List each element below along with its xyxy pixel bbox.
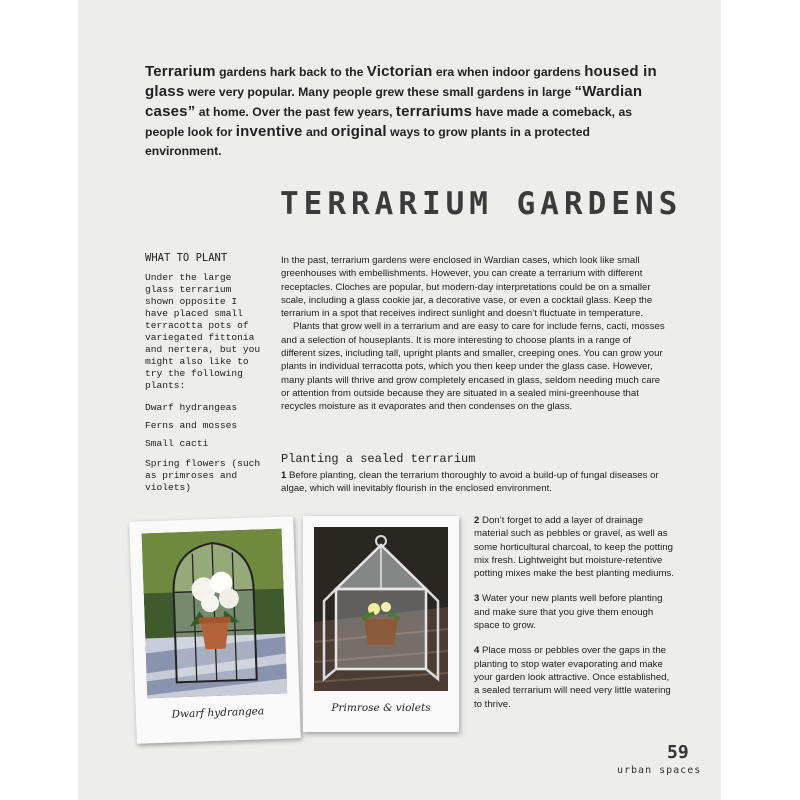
- intro-text: and: [302, 125, 332, 139]
- polaroid-photo-primrose: [303, 516, 459, 732]
- intro-text: at home. Over the past few years,: [195, 105, 396, 119]
- sidebar-item: Ferns and mosses: [145, 420, 238, 431]
- intro-word: Terrarium: [145, 63, 216, 80]
- photo-caption: Primrose & violets: [331, 702, 431, 714]
- intro-word: housed in glass: [145, 63, 657, 100]
- step-1: [281, 469, 666, 496]
- step-2: [474, 514, 674, 580]
- page-title: TERRARIUM GARDENS: [280, 186, 683, 222]
- steps-heading: Planting a sealed terrarium: [281, 452, 476, 466]
- intro-word: “Wardian cases”: [145, 83, 643, 120]
- step-3: [474, 592, 674, 632]
- intro-paragraph: [145, 62, 665, 161]
- page-number: 59: [667, 742, 689, 763]
- body-text: [281, 254, 666, 414]
- section-name: urban spaces: [617, 765, 702, 776]
- intro-text: were very popular. Many people grew these small gardens in large: [184, 85, 575, 99]
- step-number: 4: [474, 645, 480, 657]
- step-number: 3: [474, 593, 480, 605]
- step-text: Water your new plants well before planting and make sure that you give them enough space to grow.: [474, 593, 663, 632]
- body-paragraph: In the past, terrarium gardens were enclosed in Wardian cases, which look like small greenhouses with embellishments. However, you can create a terrarium with different receptacles. Cloches are popular, but modern-day interpretations could be on a smaller scale, including a glass cookie jar, a decorative vase, or even a cocktail glass. Keep the terrarium in a spot that receives indirect sunlight and doesn’t fluctuate in temperature.: [281, 255, 653, 320]
- steps-column: [474, 514, 674, 723]
- intro-text: gardens hark back to the: [215, 65, 367, 79]
- sidebar-intro: Under the large glass terrarium shown opposite I have placed small terracotta pots of variegated fittonia and nertera, but you might also like to try the following plants:: [145, 272, 261, 391]
- polaroid-photo-hydrangea: [129, 516, 301, 744]
- sidebar-item: Dwarf hydrangeas: [145, 402, 238, 413]
- sidebar-item: Spring flowers (such as primroses and violets): [145, 458, 261, 493]
- step-text: Place moss or pebbles over the gaps in the planting to stop water evaporating and make your garden look attractive. Once established, a sealed terrarium will need very little watering to thrive.: [474, 645, 671, 710]
- step-number: 1: [281, 470, 287, 481]
- intro-word: inventive: [235, 123, 303, 140]
- body-paragraph: Plants that grow well in a terrarium and are easy to care for include ferns, cacti, mosses and a selection of houseplants. It is more interesting to choose plants in a range of different sizes, including tall, upright plants and smaller, creeping ones. You can grow your plants in individual terracotta pots, which you then keep under the glass case. However, many plants will thrive and grow completely encased in glass, seldom needing much care or attention from outside because they are situated in a sealed mini-greenhouse that recycles moisture as it evaporates and then condenses on the glass.: [281, 321, 665, 413]
- intro-word: terrariums: [395, 103, 473, 120]
- sidebar-item: Small cacti: [145, 438, 209, 449]
- step-text: Before planting, clean the terrarium thoroughly to avoid a build-up of fungal diseases or algae, which will inevitably flourish in the enclosed environment.: [281, 470, 659, 495]
- hydrangea-terrarium-image: [142, 529, 288, 699]
- photo-caption: Dwarf hydrangea: [171, 705, 265, 721]
- intro-word: original: [331, 123, 387, 140]
- step-4: [474, 644, 674, 710]
- primrose-terrarium-image: [314, 527, 448, 691]
- intro-text: ways to grow plants in a protected environment.: [145, 125, 590, 158]
- step-number: 2: [474, 515, 480, 526]
- step-text: Don’t forget to add a layer of drainage material such as pebbles or gravel, as well as some horticultural charcoal, to keep the potting mix fresh. Lightweight but moisture-retentive potting mixes make the best planting mediums.: [474, 515, 674, 580]
- sidebar-heading: WHAT TO PLANT: [145, 252, 228, 264]
- intro-text: have made a comeback, as people look for: [145, 105, 633, 139]
- intro-text: era when indoor gardens: [432, 65, 585, 79]
- intro-word: Victorian: [366, 63, 433, 80]
